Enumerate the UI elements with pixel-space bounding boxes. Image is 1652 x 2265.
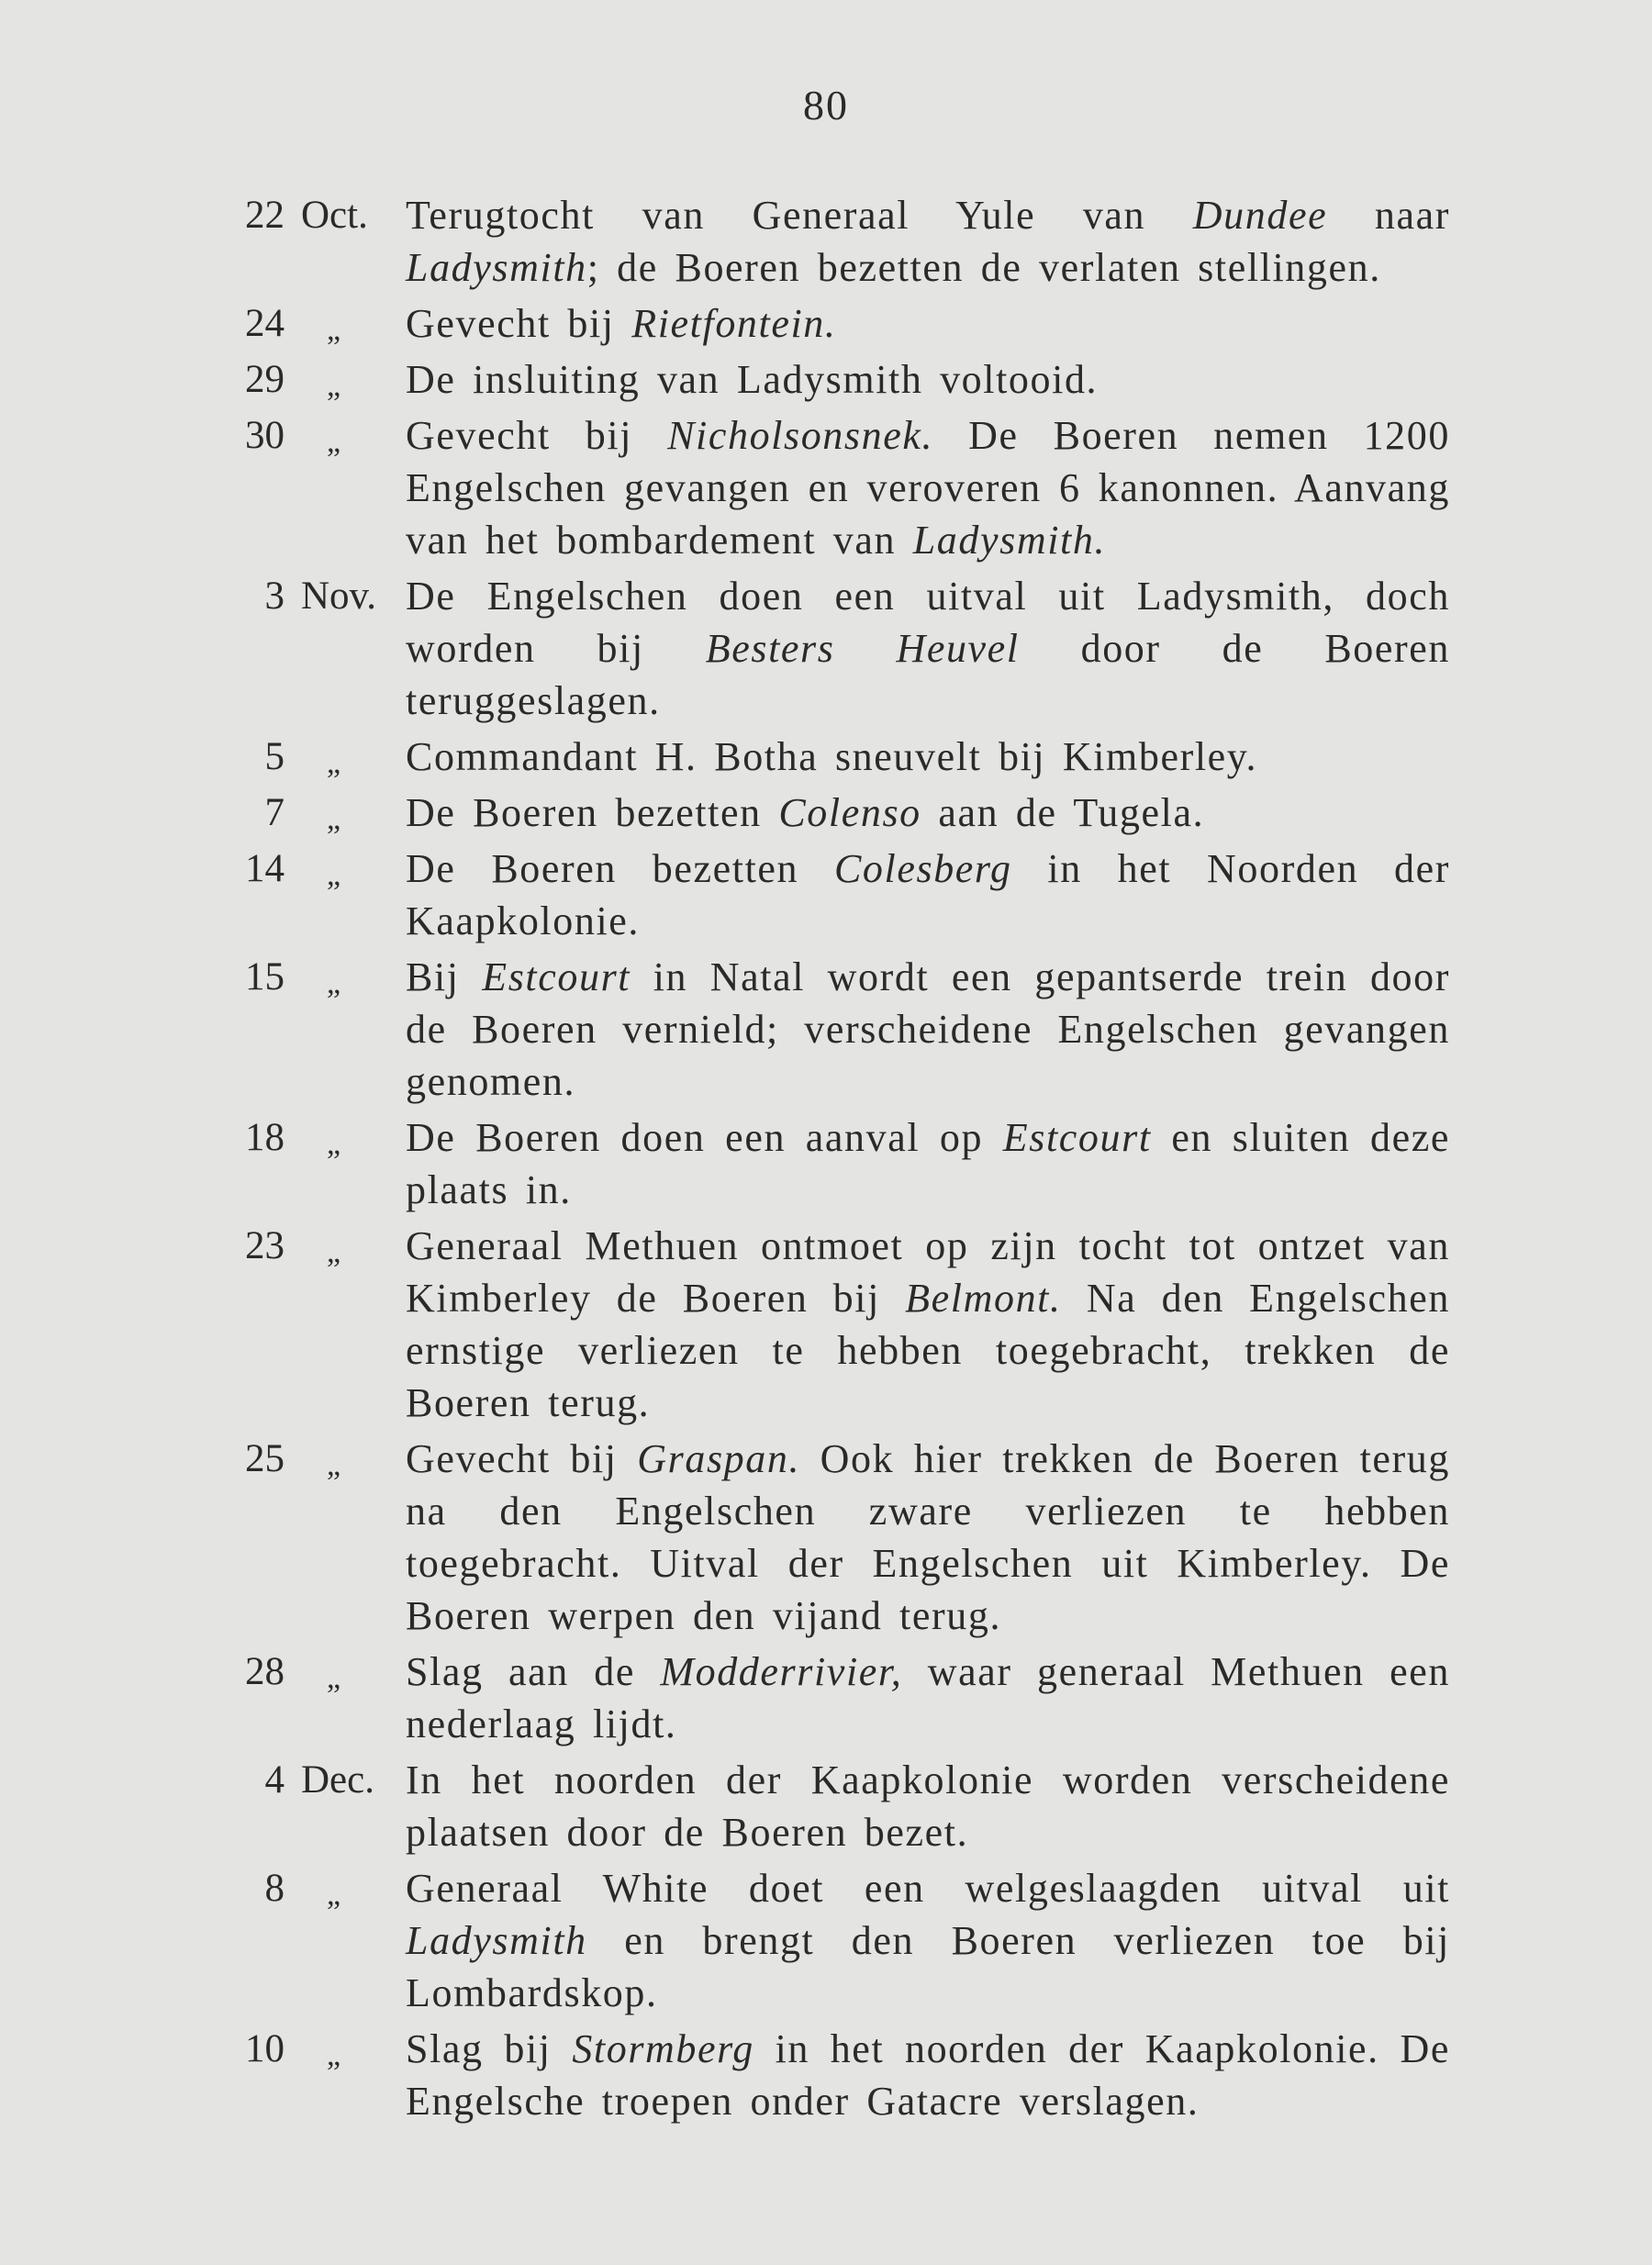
entry-text — [406, 1220, 1450, 1429]
entry-day: 3 — [264, 575, 285, 618]
entry-day: 28 — [245, 1650, 285, 1693]
entry-date — [202, 1862, 404, 1921]
chronology-entry — [202, 842, 1450, 947]
entry-date — [202, 2023, 404, 2081]
ditto-mark: „ — [327, 425, 341, 459]
entry-text-segment: in Natal wordt een gepantserde trein door de Boeren vernield; verscheidene Engelschen gevangen genomen. — [406, 954, 1450, 1104]
entry-day: 10 — [245, 2027, 285, 2070]
chronology-entry — [202, 1433, 1450, 1642]
entry-text — [406, 787, 1450, 839]
entry-text — [406, 2023, 1450, 2127]
chronology-entry — [202, 1111, 1450, 1216]
place-name: Ladysmith — [406, 1918, 587, 1963]
entry-text-segment: In het noorden der Kaapkolonie worden verscheidene plaatsen door de Boeren bezet. — [406, 1757, 1450, 1855]
chronology-entry — [202, 1754, 1450, 1858]
entry-text-segment: in het Noorden der Kaapkolonie. — [406, 846, 1450, 943]
entry-text-segment: Terugtocht van Generaal Yule van — [406, 193, 1193, 238]
entry-date — [202, 353, 404, 412]
entry-date — [202, 1754, 404, 1806]
entry-day: 22 — [245, 194, 285, 237]
entry-text-segment: De Boeren bezetten — [406, 846, 834, 891]
entry-text-segment: De Engelschen doen een uitval uit Ladysmith, doch worden bij — [406, 574, 1450, 671]
entry-day: 14 — [245, 847, 285, 890]
chronology-entry — [202, 570, 1450, 727]
chronology-entry — [202, 353, 1450, 406]
entry-text-segment: Gevecht bij — [406, 413, 668, 458]
chronology-entry — [202, 409, 1450, 566]
entry-text — [406, 409, 1450, 566]
place-name: Ladysmith — [406, 245, 587, 290]
place-name: Graspan. — [637, 1436, 801, 1481]
ditto-mark: „ — [327, 1878, 341, 1912]
entry-text-segment: De Boeren nemen 1200 Engelschen gevangen en veroveren 6 kanonnen. Aanvang van het bombardement van — [406, 413, 1450, 563]
page-number: 80 — [803, 82, 849, 128]
ditto-mark: „ — [327, 2038, 341, 2072]
entry-text — [406, 1433, 1450, 1642]
ditto-mark: „ — [327, 1448, 341, 1482]
ditto-mark: „ — [327, 369, 341, 403]
entry-day: 25 — [245, 1437, 285, 1480]
entry-text-segment: en brengt den Boeren verliezen toe bij Lombardskop. — [406, 1918, 1450, 2015]
entry-text — [406, 353, 1450, 406]
entry-text — [406, 1111, 1450, 1216]
entry-date — [202, 570, 404, 622]
chronology-entry — [202, 731, 1450, 783]
entry-text — [406, 570, 1450, 727]
ditto-mark: „ — [327, 1127, 341, 1161]
entry-date — [202, 1220, 404, 1278]
entry-day: 15 — [245, 955, 285, 999]
entry-day: 7 — [264, 791, 285, 834]
entry-month: Oct. — [301, 194, 368, 237]
entry-month: Nov. — [301, 575, 377, 618]
entry-date — [202, 842, 404, 901]
entry-text — [406, 1646, 1450, 1750]
ditto-mark: „ — [327, 966, 341, 1000]
entry-text — [406, 731, 1450, 783]
place-name: Estcourt — [482, 954, 631, 999]
entry-text-segment: De Boeren doen een aanval op — [406, 1115, 1003, 1160]
entry-text-segment: Slag bij — [406, 2026, 573, 2071]
entry-text-segment: Commandant H. Botha sneuvelt bij Kimberley. — [406, 734, 1258, 779]
entry-text-segment: Gevecht bij — [406, 1436, 638, 1481]
entry-date — [202, 1646, 404, 1704]
place-name: Colenso — [778, 790, 921, 835]
entry-text — [406, 297, 1450, 350]
entry-day: 8 — [264, 1867, 285, 1910]
chronology-entry — [202, 787, 1450, 839]
chronology-entry — [202, 1220, 1450, 1429]
entry-day: 4 — [264, 1758, 285, 1802]
entry-date — [202, 787, 404, 845]
entry-date — [202, 951, 404, 1010]
ditto-mark: „ — [327, 802, 341, 836]
entry-date — [202, 189, 404, 241]
entry-text-segment: De insluiting van Ladysmith voltooid. — [406, 357, 1099, 402]
entry-text-segment: Generaal White doet een welgeslaagden uitval uit — [406, 1866, 1450, 1911]
place-name: Rietfontein. — [631, 301, 837, 346]
entry-text-segment: Slag aan de — [406, 1649, 661, 1694]
ditto-mark: „ — [327, 858, 341, 892]
chronology-entry — [202, 1862, 1450, 2019]
entry-text-segment: Ook hier trekken de Boeren terug na den Engelschen zware verliezen te hebben toegebracht. Uitval der Engelschen uit Kimberley. De Boeren werpen den vijand terug. — [406, 1436, 1450, 1638]
entry-date — [202, 1433, 404, 1491]
chronology-list — [202, 189, 1450, 2131]
entry-text-segment: Generaal Methuen ontmoet op zijn tocht tot ontzet van Kimberley de Boeren bij — [406, 1223, 1450, 1321]
entry-date — [202, 1111, 404, 1170]
entry-day: 23 — [245, 1224, 285, 1267]
entry-day: 5 — [264, 735, 285, 778]
entry-text-segment: Na den Engelschen ernstige verliezen te hebben toegebracht, trekken de Boeren terug. — [406, 1276, 1450, 1425]
entry-text-segment: en sluiten deze plaats in. — [406, 1115, 1450, 1212]
entry-text-segment: Gevecht bij — [406, 301, 632, 346]
entry-text-segment: ; de Boeren bezetten de verlaten stellingen. — [586, 245, 1381, 290]
entry-date — [202, 297, 404, 356]
chronology-entry — [202, 1646, 1450, 1750]
chronology-entry — [202, 2023, 1450, 2127]
place-name: Estcourt — [1002, 1115, 1152, 1160]
entry-text — [406, 951, 1450, 1108]
entry-day: 29 — [245, 358, 285, 401]
entry-month: Dec. — [301, 1758, 374, 1802]
place-name: Nicholsonsnek. — [667, 413, 934, 458]
place-name: Modderrivier, — [660, 1649, 903, 1694]
entry-text-segment: naar — [1327, 193, 1450, 238]
ditto-mark: „ — [327, 746, 341, 780]
entry-text-segment: aan de Tugela. — [921, 790, 1205, 835]
entry-text — [406, 189, 1450, 294]
entry-text — [406, 1862, 1450, 2019]
place-name: Stormberg — [572, 2026, 754, 2071]
ditto-mark: „ — [327, 1661, 341, 1695]
entry-date — [202, 731, 404, 789]
entry-text-segment: door de Boeren teruggeslagen. — [406, 626, 1450, 723]
entry-text-segment: De Boeren bezetten — [406, 790, 779, 835]
entry-text-segment: in het noorden der Kaapkolonie. De Engelsche troepen onder Gatacre verslagen. — [406, 2026, 1450, 2124]
entry-text-segment: Bij — [406, 954, 483, 999]
place-name: Besters Heuvel — [705, 626, 1020, 671]
chronology-entry — [202, 951, 1450, 1108]
place-name: Dundee — [1192, 193, 1328, 238]
ditto-mark: „ — [327, 313, 341, 347]
entry-day: 18 — [245, 1116, 285, 1159]
ditto-mark: „ — [327, 1235, 341, 1269]
entry-text — [406, 842, 1450, 947]
entry-day: 30 — [245, 414, 285, 457]
chronology-entry — [202, 297, 1450, 350]
place-name: Ladysmith. — [912, 518, 1107, 563]
entry-day: 24 — [245, 302, 285, 345]
entry-date — [202, 409, 404, 468]
place-name: Colesberg — [833, 846, 1012, 891]
entry-text-segment: waar generaal Methuen een nederlaag lijdt. — [406, 1649, 1451, 1746]
chronology-entry — [202, 189, 1450, 294]
entry-text — [406, 1754, 1450, 1858]
place-name: Belmont. — [905, 1276, 1062, 1321]
